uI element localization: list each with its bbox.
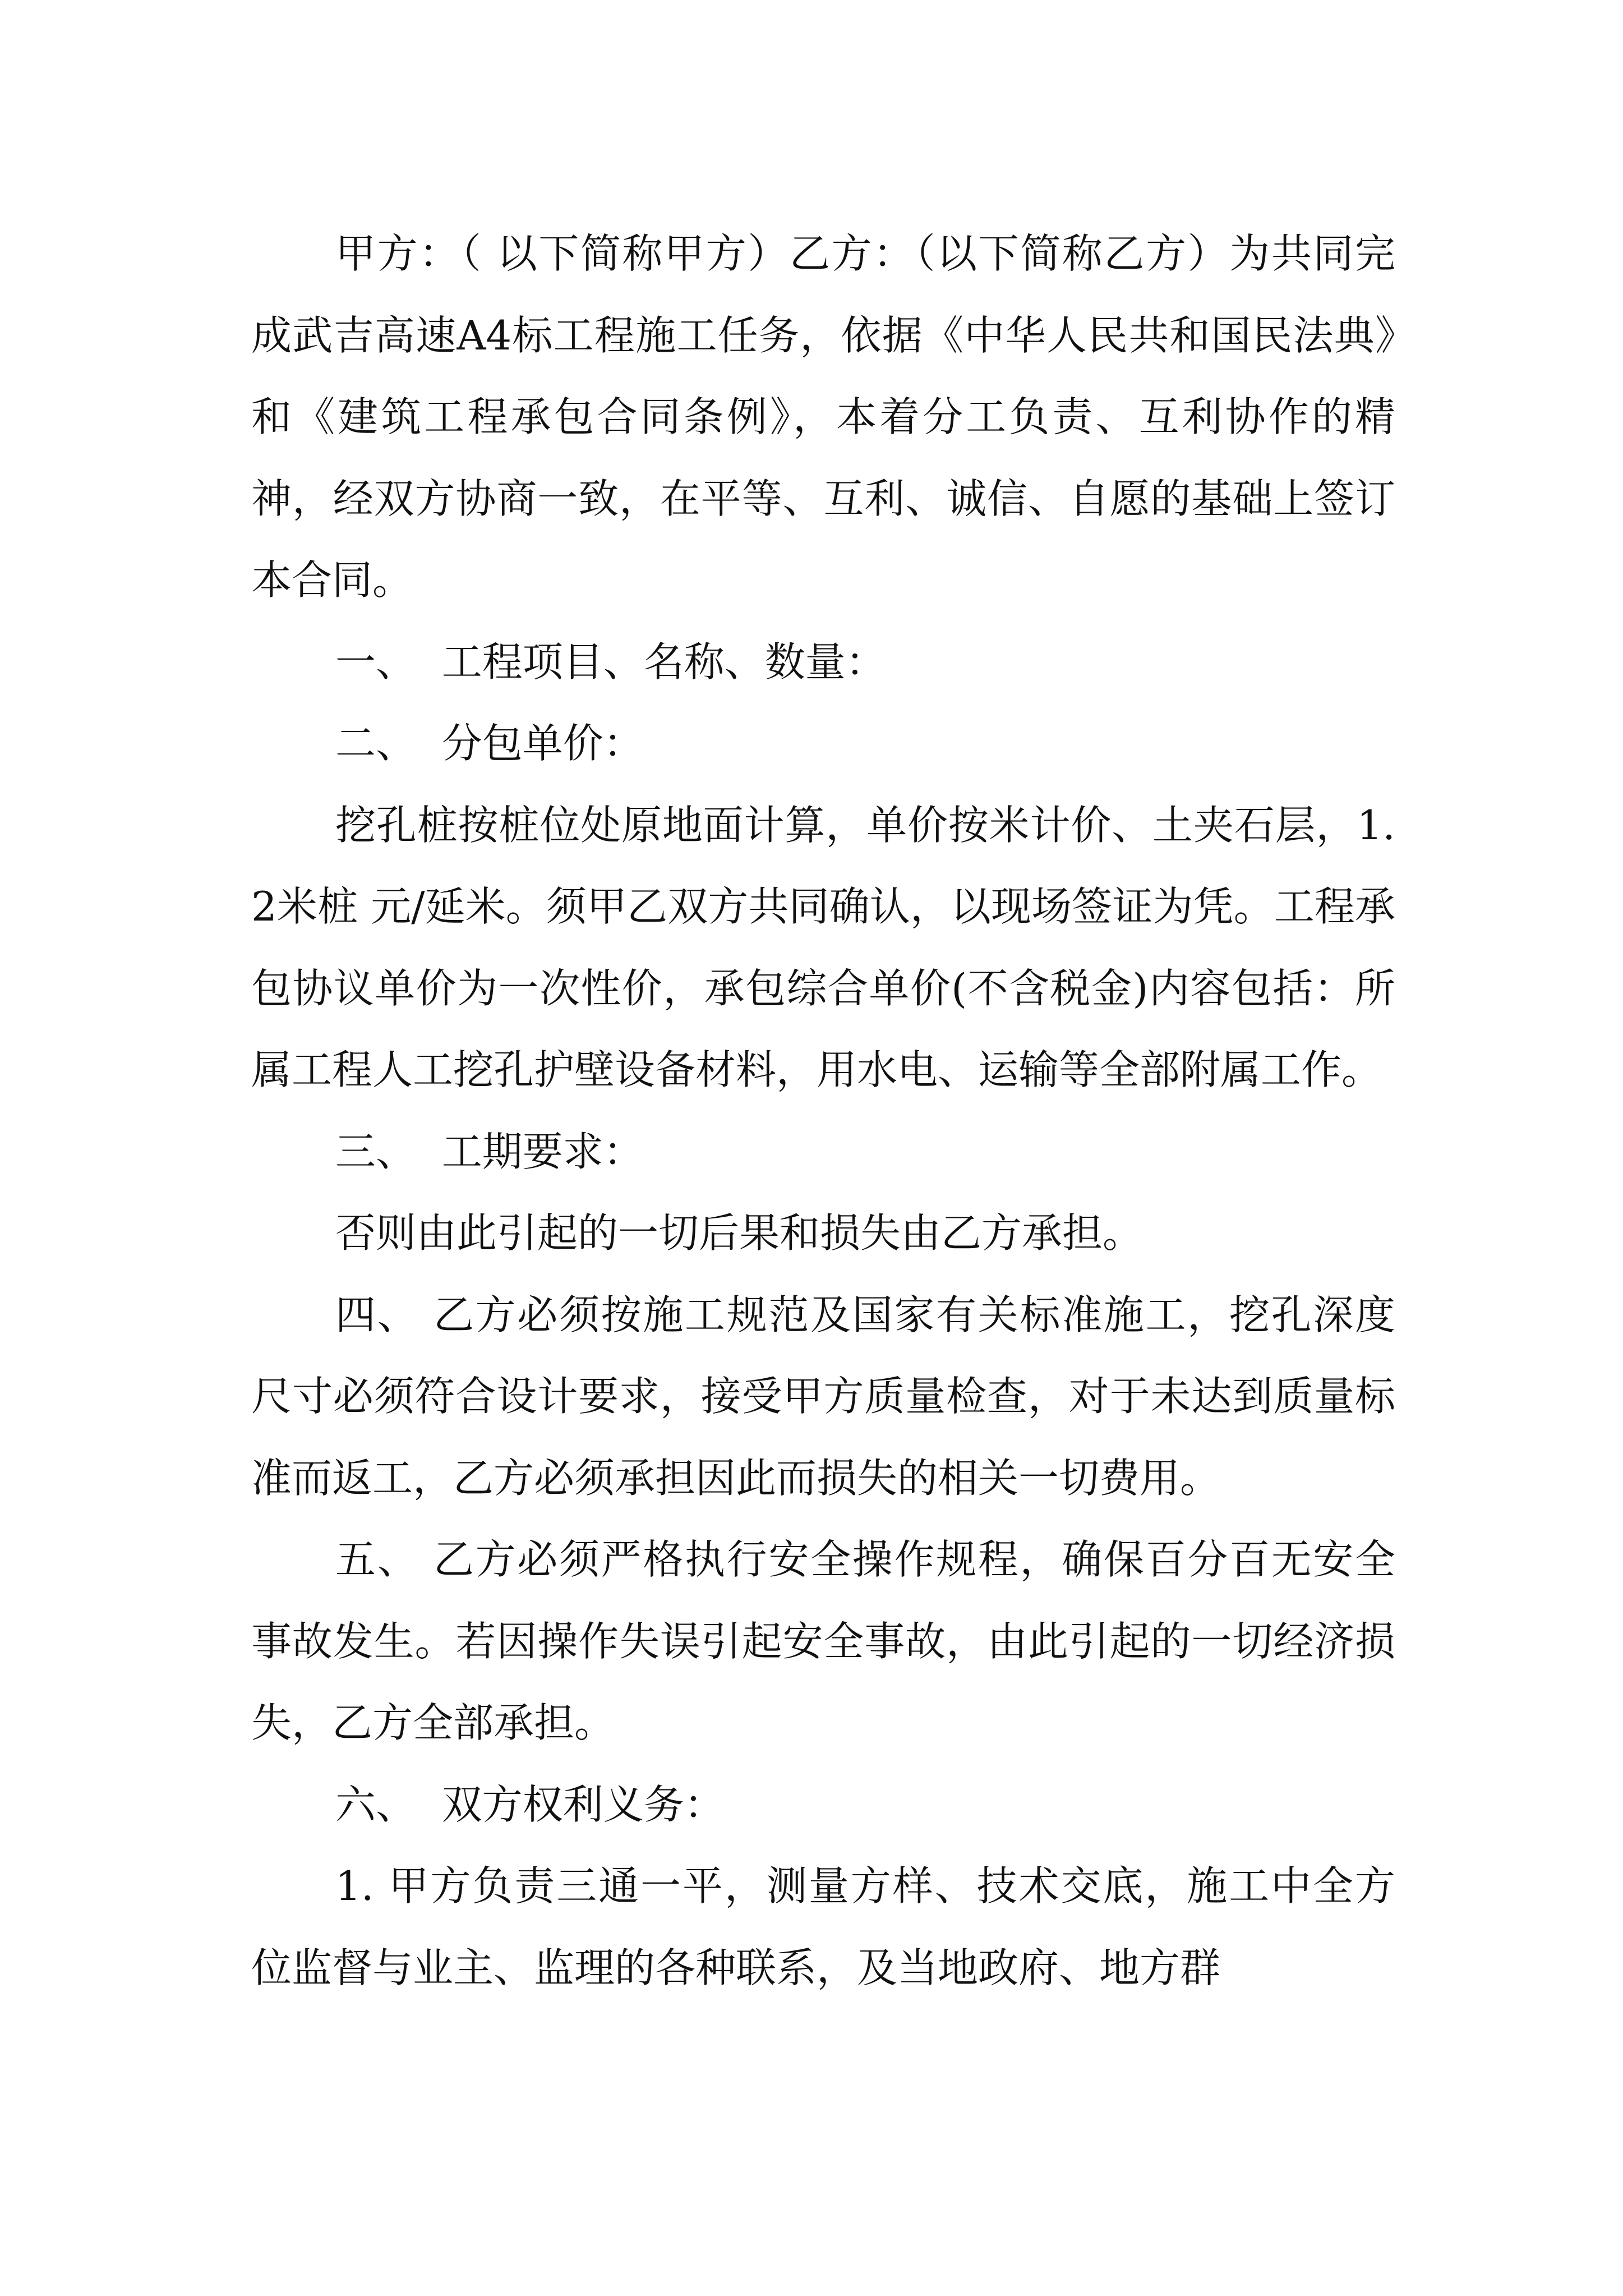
safety-paragraph: 五、 乙方必须严格执行安全操作规程，确保百分百无安全事故发生。若因操作失误引起安全事故，由此引起的一切经济损失，乙方全部承担。 [251, 1536, 1395, 1746]
quality-paragraph: 四、 乙方必须按施工规范及国家有关标准施工，挖孔深度尺寸必须符合设计要求，接受甲方质量检查，对于未达到质量标准而返工，乙方必须承担因此而损失的相关一切费用。 [251, 1291, 1395, 1502]
section-heading-rights: 六、 双方权利义务： [335, 1780, 725, 1828]
unit-price-paragraph: 挖孔桩按桩位处原地面计算，单价按米计价、土夹石层，1.2米桩 元/延米。须甲乙双方共同确认，以现场签证为凭。工程承包协议单价为一次性价，承包综合单价(不含税金)内容包括：所属工程人工挖孔护壁设备材料，用水电、运输等全部附属工作。 [251, 801, 1395, 1093]
rights-item-1-paragraph: 1. 甲方负责三通一平，测量方样、技术交底，施工中全方位监督与业主、监理的各种联系，及当地政府、地方群 [251, 1862, 1395, 1991]
section-heading-schedule: 三、 工期要求： [335, 1128, 644, 1175]
intro-paragraph: 甲方：（ 以下简称甲方）乙方：（以下简称乙方）为共同完成武吉高速A4标工程施工任务，依据《中华人民共和国民法典》和《建筑工程承包合同条例》，本着分工负责、互利协作的精神，经双方协商一致，在平等、互利、诚信、自愿的基础上签订本合同。 [251, 230, 1395, 604]
document-body [251, 213, 1395, 2009]
schedule-paragraph: 否则由此引起的一切后果和损失由乙方承担。 [335, 1209, 1144, 1257]
section-heading-project: 一、 工程项目、名称、数量： [335, 638, 886, 685]
section-heading-unit-price: 二、 分包单价： [335, 720, 644, 767]
